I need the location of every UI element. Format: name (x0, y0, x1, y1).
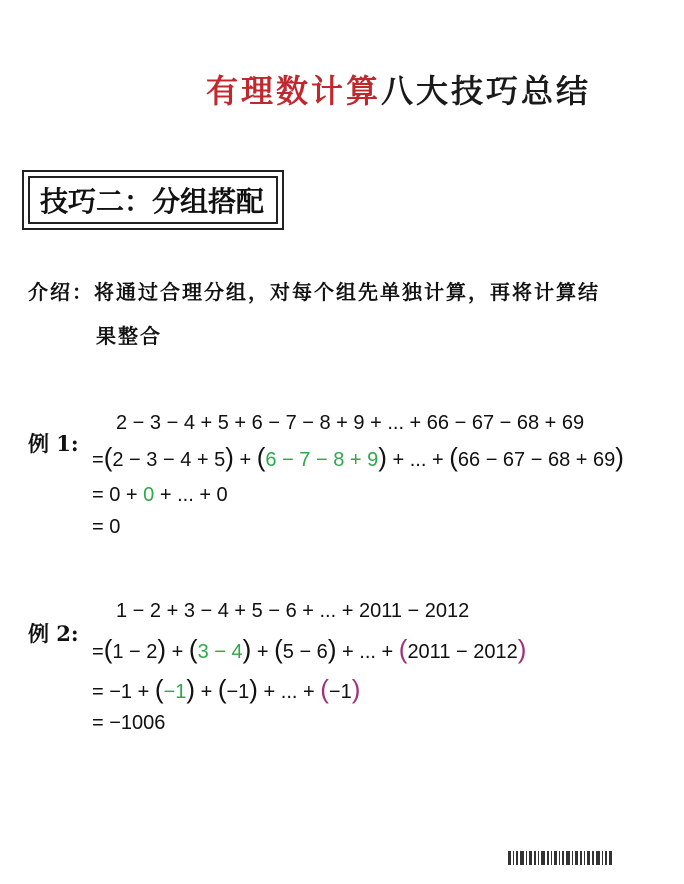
paren-close: ) (249, 674, 258, 704)
paren-close: ) (378, 442, 387, 472)
line3-g2: −1 (226, 681, 250, 703)
example-1-line-1: 2 − 3 − 4 + 5 + 6 − 7 − 8 + 9 + ... + 66 − 67 − 68 + 69 (116, 412, 585, 434)
group-2: 6 − 7 − 8 + 9 (265, 449, 379, 471)
group-2: 3 − 4 (197, 641, 243, 663)
ellipsis: + ... + (392, 449, 444, 471)
example-2-line-4: = −1006 (92, 712, 166, 734)
example-1-label: 例 1: (28, 431, 79, 456)
paren-open: ( (154, 674, 164, 704)
paren-close: ) (615, 442, 624, 472)
group-3: 5 − 6 (282, 641, 328, 663)
paren-open: ( (217, 674, 227, 704)
equals: = (92, 641, 104, 663)
plus: + (200, 681, 213, 703)
group-1: 1 − 2 (112, 641, 158, 663)
plus: + (171, 641, 184, 663)
paren-close: ) (225, 442, 234, 472)
paren-close: ) (351, 674, 361, 704)
group-3: 66 − 67 − 68 + 69 (457, 449, 616, 471)
paren-open: ( (398, 634, 408, 664)
example-2-line-1: 1 − 2 + 3 − 4 + 5 − 6 + ... + 2011 − 2012 (116, 600, 470, 622)
paren-close: ) (242, 634, 252, 664)
line3-a: = 0 + (92, 484, 138, 506)
watermark-barcode-icon (508, 848, 668, 868)
example-2-line-3 (92, 674, 360, 705)
example-1-line-3 (92, 484, 228, 507)
intro-line-2: 果整合 (96, 324, 162, 348)
ellipsis: + ... + (342, 641, 394, 663)
line3-g3: −1 (328, 681, 352, 703)
example-2-line-2 (92, 634, 526, 665)
paren-close: ) (327, 634, 337, 664)
line3-c: + ... + 0 (159, 484, 228, 506)
paren-close: ) (517, 634, 527, 664)
paren-open: ( (103, 442, 113, 472)
plus: + (256, 641, 269, 663)
example-1-line-2 (92, 442, 624, 473)
plus: + (239, 449, 252, 471)
group-1: 2 − 3 − 4 + 5 (112, 449, 226, 471)
equals: = (92, 449, 104, 471)
paren-open: ( (320, 674, 329, 704)
title-part2: 八大技巧总结 (381, 72, 592, 110)
paren-open: ( (103, 634, 113, 664)
ellipsis: + ... + (263, 681, 315, 703)
paren-open: ( (274, 634, 283, 664)
group-4: 2011 − 2012 (407, 641, 518, 663)
intro-line-1: 介绍：将通过合理分组，对每个组先单独计算，再将计算结 (28, 280, 600, 304)
section-heading-box (22, 170, 284, 230)
page-title (206, 66, 591, 112)
example-1-line-4: = 0 (92, 516, 121, 538)
section-heading: 技巧二：分组搭配 (28, 176, 278, 224)
line3-a: = −1 + (92, 681, 150, 703)
paren-open: ( (449, 442, 458, 472)
paren-close: ) (157, 634, 167, 664)
paren-open: ( (188, 634, 198, 664)
line3-g1: −1 (163, 681, 187, 703)
paren-close: ) (186, 674, 195, 704)
paren-open: ( (256, 442, 266, 472)
line3-b: 0 (143, 484, 155, 506)
title-part1: 有理数计算 (206, 72, 382, 110)
example-2-label: 例 2: (28, 621, 79, 646)
